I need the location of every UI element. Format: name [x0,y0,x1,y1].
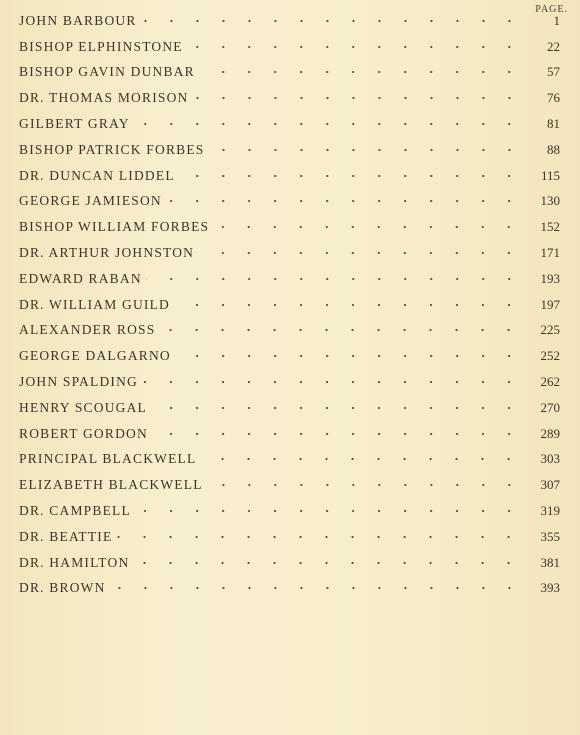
toc-entry [19,266,560,292]
dot-leader [193,91,522,105]
toc-entry [19,292,560,318]
dot-leader [133,556,522,570]
toc-entry [19,85,560,111]
toc-entry [19,421,560,447]
toc-entry-page: 193 [540,270,560,286]
toc-entry-name: DR. WILLIAM GUILD [19,296,171,312]
dot-leader [116,530,522,544]
dot-leader [175,349,522,363]
dot-leader [187,40,522,54]
dot-leader [152,427,522,441]
toc-entry-name: DR. ARTHUR JOHNSTON [19,245,195,261]
toc-entry-name: BISHOP GAVIN DUNBAR [19,64,195,80]
dot-leader [142,375,522,389]
toc-entry [19,189,560,215]
dot-leader [166,194,522,208]
dot-leader [134,117,522,131]
dot-leader [209,143,522,157]
dot-leader [135,504,522,518]
toc-entry-name: ELIZABETH BLACKWELL [19,477,203,493]
toc-entry-page: 252 [540,348,560,364]
toc-entry-name: GEORGE DALGARNO [19,348,171,364]
toc-entry [19,137,560,163]
toc-entry [19,369,560,395]
toc-entry [19,60,560,86]
toc-entry-name: GEORGE JAMIESON [19,193,162,209]
dot-leader [199,65,522,79]
toc-entry-name: JOHN BARBOUR [19,12,137,28]
dot-leader [110,581,522,595]
toc-entry-page: 289 [540,425,560,441]
toc-entry-page: 381 [540,554,560,570]
toc-entry-page: 262 [540,374,560,390]
dot-leader [159,323,522,337]
toc-entry-name: BISHOP WILLIAM FORBES [19,219,210,235]
toc-entry [19,550,560,576]
toc-entry [19,447,560,473]
dot-leader [213,220,522,234]
dot-leader [200,452,522,466]
toc-entry-page: 393 [540,580,560,596]
dot-leader [207,478,522,492]
toc-entry-page: 76 [547,90,560,106]
toc-entry-name: DR. BROWN [19,580,106,596]
toc-entry-page: 303 [540,451,560,467]
toc-entry [19,343,560,369]
page-column-heading: PAGE. [535,4,568,15]
toc-entry-name: DR. CAMPBELL [19,503,131,519]
toc-entry [19,214,560,240]
toc-entry [19,395,560,421]
toc-entry-name: ROBERT GORDON [19,425,148,441]
toc-entry [19,111,560,137]
toc-entry-page: 81 [547,116,560,132]
toc-entry-name: DR. THOMAS MORISON [19,90,189,106]
toc-entry-page: 115 [540,167,560,183]
toc-entry [19,240,560,266]
toc-entry [19,498,560,524]
toc-entry-name: DR. DUNCAN LIDDEL [19,167,175,183]
toc-entry-page: 225 [540,322,560,338]
toc-entry-name: DR. BEATTIE [19,528,113,544]
toc-entry-page: 1 [553,12,560,28]
toc-entry-name: HENRY SCOUGAL [19,399,147,415]
dot-leader [198,246,522,260]
toc-entry-name: BISHOP PATRICK FORBES [19,141,205,157]
dot-leader [146,272,522,286]
toc-entry-name: BISHOP ELPHINSTONE [19,38,183,54]
toc-entry-page: 307 [540,477,560,493]
toc-entry [19,8,560,34]
toc-entry-page: 197 [540,296,560,312]
toc-entry-page: 270 [540,399,560,415]
toc-entry-page: 22 [547,38,560,54]
toc-entry-page: 130 [540,193,560,209]
toc-entry-page: 88 [547,141,560,157]
toc-entry-name: ALEXANDER ROSS [19,322,156,338]
toc-entry-page: 355 [540,528,560,544]
toc-entry-name: EDWARD RABAN [19,270,142,286]
toc-entry-page: 171 [540,245,560,261]
toc-entry-name: GILBERT GRAY [19,116,130,132]
toc-entry [19,472,560,498]
toc-entry [19,576,560,602]
dot-leader [151,401,522,415]
toc-entry-name: PRINCIPAL BLACKWELL [19,451,197,467]
toc-entry-page: 319 [540,503,560,519]
toc-entry [19,318,560,344]
dot-leader [141,14,522,28]
toc-entry-name: DR. HAMILTON [19,554,130,570]
toc-entry-page: 57 [547,64,560,80]
toc-entry-name: JOHN SPALDING [19,374,138,390]
toc-entry-page: 152 [540,219,560,235]
dot-leader [174,298,522,312]
toc-entry [19,34,560,60]
dot-leader [179,169,522,183]
toc-entry [19,163,560,189]
toc-entry [19,524,560,550]
table-of-contents [19,8,560,601]
